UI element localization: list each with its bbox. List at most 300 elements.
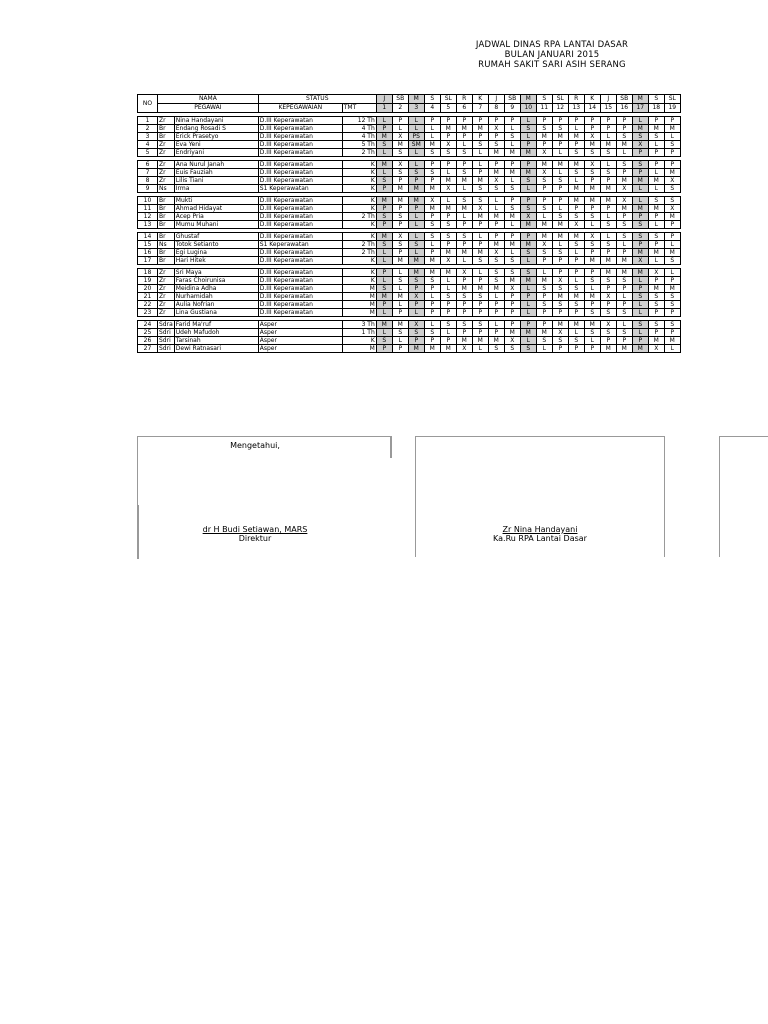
row-name: Ghustaf [174,233,258,241]
shift-cell: L [584,337,600,345]
shift-cell: P [424,309,440,317]
shift-cell: M [584,185,600,193]
shift-cell: S [504,257,520,265]
shift-cell: M [376,133,392,141]
table-row [138,269,681,277]
shift-cell: M [664,337,680,345]
shift-cell: P [504,309,520,317]
row-name: Udeh Mafudoh [174,329,258,337]
table-row [138,249,681,257]
shift-cell: L [648,185,664,193]
shift-cell: L [616,321,632,329]
shift-cell: L [504,141,520,149]
director-name: dr H Budi Setiawan, MARS [202,525,308,534]
shift-cell: X [488,249,504,257]
shift-cell: P [536,185,552,193]
shift-cell: L [472,233,488,241]
shift-cell: P [376,205,392,213]
shift-cell: S [376,213,392,221]
shift-cell: L [520,337,536,345]
row-tmt: 1 Th [342,329,376,337]
row-status: S1 Keperawatan [258,241,342,249]
shift-cell: S [600,309,616,317]
shift-cell: P [616,337,632,345]
shift-cell: M [408,269,424,277]
shift-cell: L [600,161,616,169]
header-day: M [408,95,424,104]
shift-cell: L [520,133,536,141]
shift-cell: L [424,125,440,133]
shift-cell: P [392,177,408,185]
shift-cell: S [584,169,600,177]
row-title: Ns [158,185,175,193]
shift-cell: P [440,161,456,169]
shift-cell: P [488,117,504,125]
shift-cell: M [568,185,584,193]
shift-cell: P [408,177,424,185]
shift-cell: L [632,329,648,337]
row-title: Zr [158,141,175,149]
row-tmt: M [342,293,376,301]
shift-cell: S [392,213,408,221]
shift-cell: P [600,117,616,125]
shift-cell: P [472,117,488,125]
row-tmt: K [342,221,376,229]
header-day: SB [392,95,408,104]
shift-cell: L [536,345,552,353]
shift-cell: L [504,177,520,185]
table-row [138,185,681,193]
shift-cell: X [664,205,680,213]
shift-cell: S [568,241,584,249]
signature-box-extra [719,436,768,557]
table-row [138,233,681,241]
header-day: SL [664,95,680,104]
header-day: M [632,95,648,104]
shift-cell: M [472,213,488,221]
shift-cell: S [440,221,456,229]
shift-cell: P [472,301,488,309]
shift-cell: P [536,197,552,205]
shift-cell: L [440,285,456,293]
shift-cell: M [568,197,584,205]
shift-cell: P [488,301,504,309]
shift-cell: P [552,141,568,149]
shift-cell: P [488,221,504,229]
header-day: K [472,95,488,104]
header-date: 6 [456,104,472,113]
shift-cell: M [440,177,456,185]
shift-cell: L [568,329,584,337]
shift-cell: M [536,233,552,241]
table-row [138,161,681,169]
shift-cell: S [664,257,680,265]
shift-cell: P [648,241,664,249]
shift-cell: S [472,257,488,265]
shift-cell: L [376,329,392,337]
shift-cell: L [616,149,632,157]
shift-cell: S [376,285,392,293]
shift-cell: P [664,329,680,337]
shift-cell: S [376,141,392,149]
shift-cell: P [584,177,600,185]
shift-cell: L [392,125,408,133]
shift-cell: L [408,213,424,221]
shift-cell: L [504,125,520,133]
row-name: Euis Fauziah [174,169,258,177]
row-status: D.III Keperawatan [258,257,342,265]
shift-cell: S [504,269,520,277]
row-name: Hari Hitek [174,257,258,265]
shift-cell: P [664,149,680,157]
shift-cell: P [648,277,664,285]
shift-cell: S [440,321,456,329]
shift-cell: M [392,321,408,329]
shift-cell: M [648,285,664,293]
shift-cell: M [472,285,488,293]
shift-cell: L [456,257,472,265]
shift-cell: M [632,177,648,185]
row-title: Zr [158,169,175,177]
shift-cell: P [456,241,472,249]
header-day: SL [552,95,568,104]
shift-cell: P [408,337,424,345]
shift-cell: P [584,117,600,125]
row-name: Ana Nurul Janah [174,161,258,169]
shift-cell: X [616,185,632,193]
shift-cell: P [488,329,504,337]
shift-cell: PS [408,133,424,141]
row-status: D.III Keperawatan [258,293,342,301]
shift-cell: S [648,321,664,329]
shift-cell: P [424,161,440,169]
shift-cell: S [392,149,408,157]
shift-cell: L [536,213,552,221]
shift-cell: M [520,169,536,177]
shift-cell: S [552,285,568,293]
row-status: D.III Keperawatan [258,213,342,221]
header-day: K [584,95,600,104]
shift-cell: X [568,221,584,229]
row-title: Br [158,249,175,257]
shift-cell: P [424,301,440,309]
row-name: Lina Gustiana [174,309,258,317]
shift-cell: L [520,301,536,309]
row-title: Zr [158,117,175,125]
shift-cell: P [376,301,392,309]
row-name: Mumu Muhani [174,221,258,229]
shift-cell: M [408,257,424,265]
shift-cell: S [520,205,536,213]
shift-cell: P [584,345,600,353]
shift-cell: M [648,249,664,257]
row-status: D.III Keperawatan [258,309,342,317]
shift-cell: L [600,233,616,241]
shift-cell: M [600,197,616,205]
row-tmt: K [342,337,376,345]
shift-cell: P [664,277,680,285]
shift-cell: L [440,329,456,337]
shift-cell: S [376,337,392,345]
shift-cell: M [600,345,616,353]
shift-cell: M [472,125,488,133]
row-name: Faras Choirunisa [174,277,258,285]
shift-cell: X [456,269,472,277]
shift-cell: M [440,345,456,353]
header-day: S [536,95,552,104]
shift-cell: L [520,257,536,265]
shift-cell: L [408,309,424,317]
row-no: 4 [138,141,158,149]
shift-cell: M [584,321,600,329]
table-row [138,309,681,317]
shift-cell: M [504,149,520,157]
shift-cell: P [504,301,520,309]
shift-cell: P [472,277,488,285]
shift-cell: M [648,177,664,185]
shift-cell: M [520,329,536,337]
director-role: Direktur [238,534,272,543]
header-date: 3 [408,104,424,113]
row-no: 22 [138,301,158,309]
shift-cell: S [568,169,584,177]
row-no: 19 [138,277,158,285]
shift-cell: P [584,125,600,133]
shift-cell: P [600,249,616,257]
shift-cell: L [584,285,600,293]
shift-cell: S [472,185,488,193]
row-title: Zr [158,149,175,157]
shift-cell: M [552,221,568,229]
divider [390,436,392,458]
shift-cell: S [392,241,408,249]
header-day: J [376,95,392,104]
shift-cell: M [440,205,456,213]
shift-cell: M [664,213,680,221]
shift-cell: S [520,125,536,133]
row-title: Br [158,125,175,133]
shift-cell: P [504,233,520,241]
row-no: 17 [138,257,158,265]
shift-cell: M [488,337,504,345]
row-no: 15 [138,241,158,249]
shift-cell: X [552,329,568,337]
shift-cell: L [408,221,424,229]
shift-cell: L [440,197,456,205]
shift-cell: M [584,141,600,149]
row-no: 26 [138,337,158,345]
shift-cell: S [472,321,488,329]
header-day: S [424,95,440,104]
shift-cell: S [392,277,408,285]
shift-cell: P [568,141,584,149]
shift-cell: S [664,197,680,205]
table-row [138,197,681,205]
row-title: Sdra [159,320,173,328]
shift-cell: S [536,249,552,257]
shift-cell: P [648,117,664,125]
shift-cell: P [456,277,472,285]
shift-cell: S [552,249,568,257]
shift-cell: S [632,221,648,229]
shift-cell: P [632,213,648,221]
shift-cell: L [440,277,456,285]
shift-cell: P [536,309,552,317]
shift-cell: S [568,213,584,221]
header-date: 9 [504,104,520,113]
shift-cell: S [648,133,664,141]
shift-cell: SM [408,141,424,149]
shift-cell: S [504,185,520,193]
shift-cell: P [392,221,408,229]
shift-cell: L [408,249,424,257]
shift-cell: M [504,241,520,249]
title-line-2: BULAN JANUARI 2015 [504,50,600,60]
row-no: 3 [138,133,158,141]
shift-cell: L [632,117,648,125]
shift-cell: S [440,149,456,157]
shift-cell: P [456,309,472,317]
shift-cell: P [408,285,424,293]
shift-cell: M [456,337,472,345]
shift-cell: X [408,321,424,329]
row-no: 7 [138,169,158,177]
title-line-1: JADWAL DINAS RPA LANTAI DASAR [475,40,629,50]
shift-cell: L [648,141,664,149]
shift-cell: P [488,233,504,241]
shift-cell: P [536,141,552,149]
row-name: Totok Setianto [174,241,258,249]
shift-cell: L [584,221,600,229]
row-no: 10 [138,197,158,205]
shift-cell: P [392,309,408,317]
header-date: 13 [568,104,584,113]
shift-cell: X [392,233,408,241]
header-row [138,104,681,113]
header-date: 5 [440,104,456,113]
shift-cell: M [392,257,408,265]
row-title: Ns [158,241,175,249]
shift-cell: L [408,161,424,169]
shift-cell: M [648,337,664,345]
shift-cell: S [616,329,632,337]
shift-cell: L [392,301,408,309]
shift-cell: S [632,293,648,301]
shift-cell: X [648,345,664,353]
shift-cell: L [504,249,520,257]
shift-cell: S [488,277,504,285]
shift-cell: S [616,161,632,169]
row-tmt: 2 Th [342,213,376,221]
row-name: Lilis Tiani [174,177,258,185]
shift-cell: P [648,213,664,221]
shift-cell: M [552,233,568,241]
shift-cell: M [616,257,632,265]
header-kepegawaian: KEPEGAWAIAN [258,104,342,113]
shift-cell: P [456,133,472,141]
shift-cell: P [472,309,488,317]
row-name: Acep Pria [174,213,258,221]
shift-cell: S [664,141,680,149]
table-row [138,337,681,345]
shift-cell: L [648,169,664,177]
shift-cell: L [424,293,440,301]
shift-cell: M [440,125,456,133]
shift-cell: M [424,269,440,277]
shift-cell: L [664,133,680,141]
row-title: Zr [158,177,175,185]
shift-cell: M [648,205,664,213]
shift-cell: P [536,293,552,301]
header-date: 11 [536,104,552,113]
row-no: 2 [138,125,158,133]
shift-cell: M [536,329,552,337]
shift-cell: L [552,149,568,157]
table-row [138,117,681,125]
shift-cell: P [664,309,680,317]
shift-cell: L [552,205,568,213]
header-tmt: TMT [342,104,376,113]
shift-cell: P [584,269,600,277]
shift-cell: S [632,233,648,241]
shift-cell: S [520,345,536,353]
shift-cell: M [392,141,408,149]
shift-cell: L [648,221,664,229]
shift-cell: S [552,337,568,345]
shift-cell: X [632,141,648,149]
shift-cell: S [504,205,520,213]
shift-cell: S [632,161,648,169]
shift-cell: L [632,197,648,205]
shift-cell: M [536,221,552,229]
shift-cell: P [424,249,440,257]
shift-cell: L [664,269,680,277]
shift-cell: S [552,301,568,309]
shift-cell: M [408,185,424,193]
shift-cell: M [552,321,568,329]
shift-cell: X [632,257,648,265]
row-title: Zr [158,277,175,285]
row-name: Endang Rosadi S [174,125,258,133]
shift-cell: P [632,337,648,345]
shift-cell: S [584,329,600,337]
shift-cell: M [424,345,440,353]
shift-cell: X [440,141,456,149]
shift-cell: S [488,345,504,353]
header-day: SL [440,95,456,104]
shift-cell: M [488,285,504,293]
shift-cell: M [408,197,424,205]
row-status: D.III Keperawatan [258,285,342,293]
shift-cell: P [440,301,456,309]
row-tmt: 4 Th [342,125,376,133]
row-no: 20 [138,285,158,293]
row-title: Br [158,221,175,229]
shift-cell: L [376,257,392,265]
shift-cell: X [584,161,600,169]
row-status: D.III Keperawatan [258,269,342,277]
row-status: D.III Keperawatan [258,233,342,241]
row-tmt: M [342,285,376,293]
header-day: R [456,95,472,104]
row-name: Ahmad Hidayat [174,205,258,213]
row-status: D.III Keperawatan [258,117,342,125]
header-date: 18 [648,104,664,113]
shift-cell: P [568,117,584,125]
table-row [138,345,681,353]
shift-cell: L [504,221,520,229]
shift-cell: P [600,125,616,133]
